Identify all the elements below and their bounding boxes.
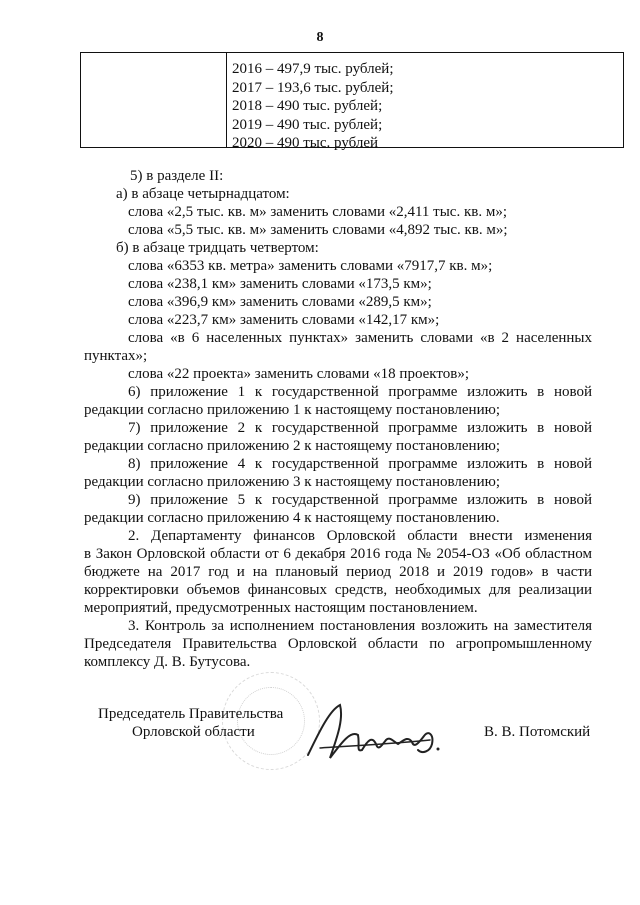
page-number: 8 [316, 30, 324, 45]
paragraph-line: комплексу Д. В. Бутусова. [84, 654, 251, 670]
paragraph-line: мероприятий, предусмотренных настоящим постановлением. [84, 600, 478, 616]
table-row: 2018 – 490 тыс. рублей; [232, 98, 383, 114]
paragraph-line: 5) в разделе II: [130, 168, 224, 184]
paragraph-line: б) в абзаце тридцать четвертом: [116, 240, 319, 256]
paragraph-line: в Закон Орловской области от 6 декабря 2016 года № 2054-ОЗ «Об областном [84, 546, 592, 562]
signatory-name: В. В. Потомский [484, 724, 591, 740]
paragraph-line: 3. Контроль за исполнением постановления возложить на заместителя [128, 618, 592, 634]
paragraph-line: слова «223,7 км» заменить словами «142,17 км»; [128, 312, 440, 328]
paragraph-line: слова «396,9 км» заменить словами «289,5 км»; [128, 294, 432, 310]
handwritten-signature [300, 700, 450, 770]
signatory-region: Орловской области [132, 724, 255, 740]
funding-table [80, 52, 624, 151]
paragraph-line: редакции согласно приложению 4 к настоящему постановлению. [84, 510, 500, 526]
table-row: 2017 – 193,6 тыс. рублей; [232, 79, 394, 96]
table-row: 2020 – 490 тыс. рублей [232, 135, 379, 151]
paragraph-line: слова «2,5 тыс. кв. м» заменить словами «2,411 тыс. кв. м»; [128, 204, 507, 220]
paragraph-line: 8) приложение 4 к государственной программе изложить в новой [128, 456, 592, 472]
paragraph-line: слова «6353 кв. метра» заменить словами «7917,7 кв. м»; [128, 258, 493, 274]
paragraph-line: Председателя Правительства Орловской области по агропромышленному [84, 636, 592, 652]
paragraph-line: а) в абзаце четырнадцатом: [116, 186, 290, 202]
paragraph-line: редакции согласно приложению 1 к настоящему постановлению; [84, 402, 500, 418]
paragraph-line: слова «22 проекта» заменить словами «18 проектов»; [128, 366, 469, 382]
paragraph-line: слова «5,5 тыс. кв. м» заменить словами «4,892 тыс. кв. м»; [128, 222, 508, 238]
table-divider [226, 53, 227, 147]
paragraph-line: бюджете на 2017 год и на плановый период 2018 и 2019 годов» в части [84, 564, 592, 580]
paragraph-line: слова «в 6 населенных пунктах» заменить словами «в 2 населенных [128, 330, 592, 346]
paragraph-line: слова «238,1 км» заменить словами «173,5 км»; [128, 276, 432, 292]
paragraph-line: 7) приложение 2 к государственной программе изложить в новой [128, 420, 592, 436]
table-row: 2016 – 497,9 тыс. рублей; [232, 61, 394, 77]
table-row: 2019 – 490 тыс. рублей; [232, 116, 383, 133]
paragraph-line: корректировки объемов финансовых средств, необходимых для реализации [84, 582, 592, 598]
paragraph-line: редакции согласно приложению 3 к настоящему постановлению; [84, 474, 500, 490]
paragraph-line: 6) приложение 1 к государственной программе изложить в новой [128, 384, 592, 400]
table-year-values [232, 60, 394, 153]
paragraph-line: пунктах»; [84, 348, 148, 364]
signatory-title: Председатель Правительства [98, 706, 284, 722]
paragraph-line: редакции согласно приложению 2 к настоящему постановлению; [84, 438, 500, 454]
paragraph-line: 2. Департаменту финансов Орловской области внести изменения [128, 528, 592, 544]
paragraph-line: 9) приложение 5 к государственной программе изложить в новой [128, 492, 592, 508]
